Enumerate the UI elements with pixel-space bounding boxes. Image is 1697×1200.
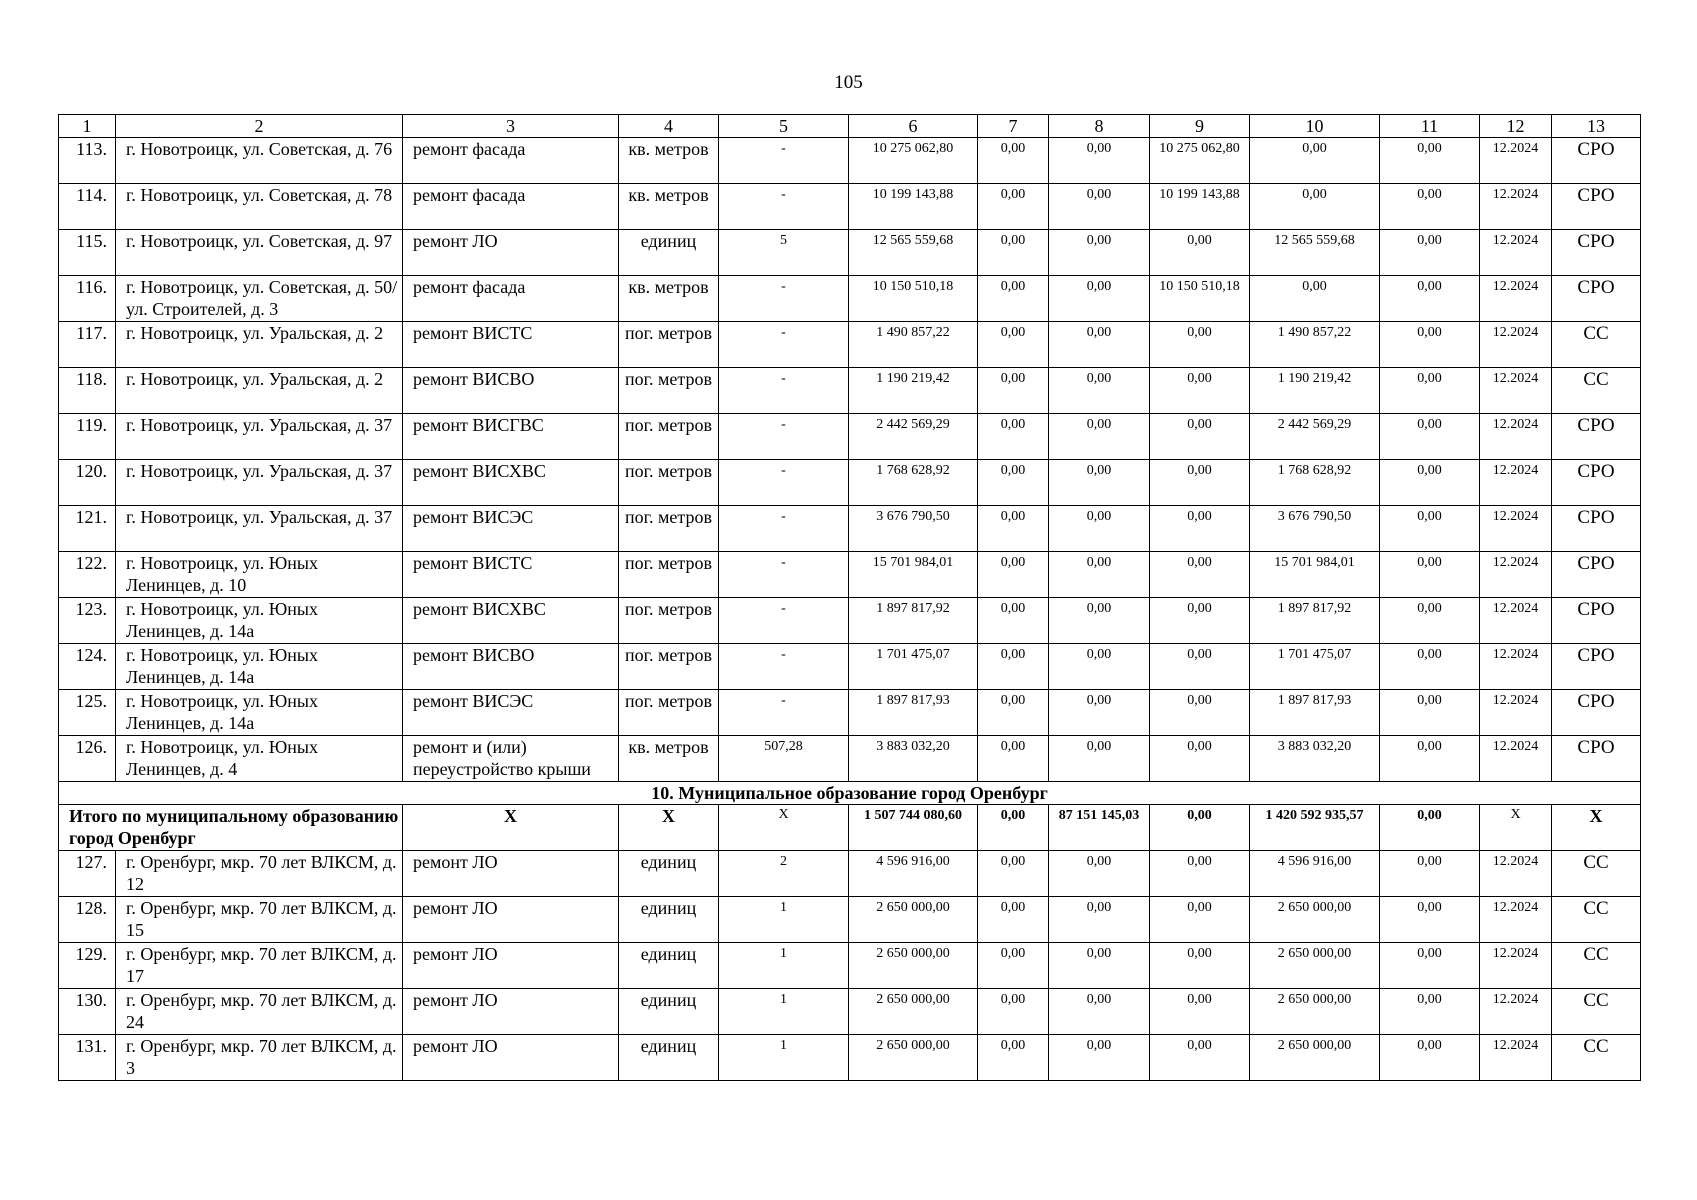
col10-cell: 1 897 817,92 <box>1250 598 1380 644</box>
col9-cell: 10 199 143,88 <box>1150 184 1250 230</box>
col10-cell: 2 650 000,00 <box>1250 989 1380 1035</box>
col10-cell: 0,00 <box>1250 184 1380 230</box>
quantity-cell: - <box>719 460 849 506</box>
col11-cell: 0,00 <box>1380 598 1480 644</box>
deadline-cell: 12.2024 <box>1480 851 1552 897</box>
row-number: 129. <box>59 943 116 989</box>
quantity-cell: 5 <box>719 230 849 276</box>
quantity-cell: - <box>719 598 849 644</box>
deadline-cell: 12.2024 <box>1480 736 1552 782</box>
unit-cell: единиц <box>619 230 719 276</box>
col7-cell: 0,00 <box>978 1035 1049 1081</box>
method-cell: СРО <box>1552 598 1641 644</box>
col8-cell: 0,00 <box>1049 138 1150 184</box>
quantity-cell: - <box>719 552 849 598</box>
col8-cell: 0,00 <box>1049 943 1150 989</box>
method-cell: СРО <box>1552 276 1641 322</box>
work-type-cell: ремонт ВИСХВС <box>403 460 619 506</box>
col11-cell: 0,00 <box>1380 414 1480 460</box>
quantity-cell: - <box>719 414 849 460</box>
deadline-cell: 12.2024 <box>1480 989 1552 1035</box>
address-cell: г. Оренбург, мкр. 70 лет ВЛКСМ, д. 17 <box>116 943 403 989</box>
col7-cell: 0,00 <box>978 276 1049 322</box>
unit-cell: единиц <box>619 943 719 989</box>
quantity-cell: 2 <box>719 851 849 897</box>
register-table <box>58 114 1641 1081</box>
address-cell: г. Оренбург, мкр. 70 лет ВЛКСМ, д. 12 <box>116 851 403 897</box>
col10-cell: 2 650 000,00 <box>1250 1035 1380 1081</box>
row-number: 122. <box>59 552 116 598</box>
work-type-cell: ремонт ВИСВО <box>403 644 619 690</box>
deadline-cell: 12.2024 <box>1480 368 1552 414</box>
total-col7: 0,00 <box>978 805 1049 851</box>
col11-cell: 0,00 <box>1380 322 1480 368</box>
col11-cell: 0,00 <box>1380 736 1480 782</box>
method-cell: СРО <box>1552 230 1641 276</box>
table-row <box>59 414 1641 460</box>
total-cost-cell: 10 150 510,18 <box>849 276 978 322</box>
total-cost-cell: 1 897 817,92 <box>849 598 978 644</box>
total-cost-cell: 1 768 628,92 <box>849 460 978 506</box>
quantity-cell: - <box>719 138 849 184</box>
col7-cell: 0,00 <box>978 230 1049 276</box>
column-number-row <box>59 115 1641 138</box>
col7-cell: 0,00 <box>978 736 1049 782</box>
method-cell: СРО <box>1552 460 1641 506</box>
col11-cell: 0,00 <box>1380 138 1480 184</box>
col8-cell: 0,00 <box>1049 989 1150 1035</box>
method-cell: СРО <box>1552 736 1641 782</box>
col8-cell: 0,00 <box>1049 552 1150 598</box>
total-col13: X <box>1552 805 1641 851</box>
work-type-cell: ремонт ЛО <box>403 851 619 897</box>
method-cell: СС <box>1552 989 1641 1035</box>
address-cell: г. Новотроицк, ул. Советская, д. 78 <box>116 184 403 230</box>
col11-cell: 0,00 <box>1380 552 1480 598</box>
work-type-cell: ремонт ВИСГВС <box>403 414 619 460</box>
row-number: 127. <box>59 851 116 897</box>
total-col12: X <box>1480 805 1552 851</box>
col9-cell: 0,00 <box>1150 897 1250 943</box>
unit-cell: кв. метров <box>619 138 719 184</box>
unit-cell: пог. метров <box>619 322 719 368</box>
table-row <box>59 851 1641 897</box>
method-cell: СС <box>1552 851 1641 897</box>
column-number-5: 5 <box>719 115 849 138</box>
column-number-11: 11 <box>1380 115 1480 138</box>
col8-cell: 0,00 <box>1049 276 1150 322</box>
deadline-cell: 12.2024 <box>1480 460 1552 506</box>
col11-cell: 0,00 <box>1380 230 1480 276</box>
deadline-cell: 12.2024 <box>1480 943 1552 989</box>
total-label: Итого по муниципальному образованию город Оренбург <box>59 805 403 851</box>
col9-cell: 0,00 <box>1150 851 1250 897</box>
method-cell: СС <box>1552 943 1641 989</box>
total-cost-cell: 15 701 984,01 <box>849 552 978 598</box>
method-cell: СРО <box>1552 690 1641 736</box>
total-cost-cell: 2 650 000,00 <box>849 989 978 1035</box>
table-row <box>59 943 1641 989</box>
col11-cell: 0,00 <box>1380 897 1480 943</box>
col7-cell: 0,00 <box>978 414 1049 460</box>
col8-cell: 0,00 <box>1049 644 1150 690</box>
table-row <box>59 460 1641 506</box>
column-number-13: 13 <box>1552 115 1641 138</box>
col11-cell: 0,00 <box>1380 368 1480 414</box>
row-number: 123. <box>59 598 116 644</box>
table-row <box>59 1035 1641 1081</box>
quantity-cell: - <box>719 644 849 690</box>
col7-cell: 0,00 <box>978 506 1049 552</box>
col8-cell: 0,00 <box>1049 322 1150 368</box>
work-type-cell: ремонт ЛО <box>403 943 619 989</box>
deadline-cell: 12.2024 <box>1480 552 1552 598</box>
unit-cell: пог. метров <box>619 552 719 598</box>
total-col3: X <box>403 805 619 851</box>
unit-cell: кв. метров <box>619 184 719 230</box>
deadline-cell: 12.2024 <box>1480 230 1552 276</box>
col11-cell: 0,00 <box>1380 184 1480 230</box>
col9-cell: 0,00 <box>1150 506 1250 552</box>
total-cost-cell: 2 650 000,00 <box>849 943 978 989</box>
deadline-cell: 12.2024 <box>1480 897 1552 943</box>
work-type-cell: ремонт фасада <box>403 184 619 230</box>
col11-cell: 0,00 <box>1380 851 1480 897</box>
col10-cell: 15 701 984,01 <box>1250 552 1380 598</box>
total-col4: X <box>619 805 719 851</box>
col7-cell: 0,00 <box>978 690 1049 736</box>
address-cell: г. Новотроицк, ул. Юных Ленинцев, д. 14а <box>116 644 403 690</box>
deadline-cell: 12.2024 <box>1480 644 1552 690</box>
total-cost-cell: 1 490 857,22 <box>849 322 978 368</box>
method-cell: СРО <box>1552 138 1641 184</box>
unit-cell: пог. метров <box>619 414 719 460</box>
col8-cell: 0,00 <box>1049 184 1150 230</box>
col7-cell: 0,00 <box>978 989 1049 1035</box>
address-cell: г. Новотроицк, ул. Советская, д. 97 <box>116 230 403 276</box>
method-cell: СРО <box>1552 184 1641 230</box>
unit-cell: пог. метров <box>619 690 719 736</box>
col9-cell: 10 275 062,80 <box>1150 138 1250 184</box>
col8-cell: 0,00 <box>1049 230 1150 276</box>
address-cell: г. Новотроицк, ул. Юных Ленинцев, д. 4 <box>116 736 403 782</box>
table-row <box>59 230 1641 276</box>
col9-cell: 0,00 <box>1150 460 1250 506</box>
col7-cell: 0,00 <box>978 897 1049 943</box>
table-row <box>59 552 1641 598</box>
address-cell: г. Новотроицк, ул. Юных Ленинцев, д. 10 <box>116 552 403 598</box>
col9-cell: 0,00 <box>1150 552 1250 598</box>
col7-cell: 0,00 <box>978 460 1049 506</box>
column-number-12: 12 <box>1480 115 1552 138</box>
total-cost-cell: 3 883 032,20 <box>849 736 978 782</box>
col9-cell: 0,00 <box>1150 414 1250 460</box>
quantity-cell: - <box>719 184 849 230</box>
row-number: 131. <box>59 1035 116 1081</box>
address-cell: г. Новотроицк, ул. Уральская, д. 2 <box>116 322 403 368</box>
work-type-cell: ремонт ЛО <box>403 989 619 1035</box>
work-type-cell: ремонт ВИСТС <box>403 322 619 368</box>
col10-cell: 4 596 916,00 <box>1250 851 1380 897</box>
unit-cell: кв. метров <box>619 276 719 322</box>
col7-cell: 0,00 <box>978 851 1049 897</box>
col7-cell: 0,00 <box>978 552 1049 598</box>
row-number: 115. <box>59 230 116 276</box>
col9-cell: 0,00 <box>1150 230 1250 276</box>
total-col11: 0,00 <box>1380 805 1480 851</box>
work-type-cell: ремонт ЛО <box>403 897 619 943</box>
table-row <box>59 989 1641 1035</box>
col10-cell: 1 190 219,42 <box>1250 368 1380 414</box>
row-number: 125. <box>59 690 116 736</box>
work-type-cell: ремонт ВИСВО <box>403 368 619 414</box>
deadline-cell: 12.2024 <box>1480 506 1552 552</box>
col8-cell: 0,00 <box>1049 1035 1150 1081</box>
col9-cell: 0,00 <box>1150 1035 1250 1081</box>
row-number: 118. <box>59 368 116 414</box>
col8-cell: 0,00 <box>1049 690 1150 736</box>
quantity-cell: - <box>719 276 849 322</box>
unit-cell: единиц <box>619 1035 719 1081</box>
col9-cell: 0,00 <box>1150 736 1250 782</box>
table-row <box>59 644 1641 690</box>
total-cost-cell: 1 190 219,42 <box>849 368 978 414</box>
col11-cell: 0,00 <box>1380 690 1480 736</box>
col9-cell: 0,00 <box>1150 368 1250 414</box>
col10-cell: 1 768 628,92 <box>1250 460 1380 506</box>
col11-cell: 0,00 <box>1380 989 1480 1035</box>
total-cost-cell: 10 199 143,88 <box>849 184 978 230</box>
address-cell: г. Новотроицк, ул. Юных Ленинцев, д. 14а <box>116 598 403 644</box>
method-cell: СРО <box>1552 644 1641 690</box>
column-number-1: 1 <box>59 115 116 138</box>
work-type-cell: ремонт ВИСЭС <box>403 506 619 552</box>
col8-cell: 0,00 <box>1049 851 1150 897</box>
work-type-cell: ремонт ВИСХВС <box>403 598 619 644</box>
unit-cell: пог. метров <box>619 506 719 552</box>
address-cell: г. Новотроицк, ул. Юных Ленинцев, д. 14а <box>116 690 403 736</box>
total-cost-cell: 2 650 000,00 <box>849 897 978 943</box>
col10-cell: 1 490 857,22 <box>1250 322 1380 368</box>
section-title: 10. Муниципальное образование город Оренбург <box>59 782 1641 805</box>
total-cost-cell: 12 565 559,68 <box>849 230 978 276</box>
row-number: 126. <box>59 736 116 782</box>
unit-cell: единиц <box>619 989 719 1035</box>
col7-cell: 0,00 <box>978 138 1049 184</box>
method-cell: СРО <box>1552 414 1641 460</box>
col8-cell: 0,00 <box>1049 506 1150 552</box>
deadline-cell: 12.2024 <box>1480 414 1552 460</box>
col7-cell: 0,00 <box>978 943 1049 989</box>
column-number-7: 7 <box>978 115 1049 138</box>
column-number-4: 4 <box>619 115 719 138</box>
total-col6: 1 507 744 080,60 <box>849 805 978 851</box>
table-row <box>59 138 1641 184</box>
col9-cell: 0,00 <box>1150 322 1250 368</box>
page-number: 105 <box>834 72 863 93</box>
col9-cell: 0,00 <box>1150 644 1250 690</box>
deadline-cell: 12.2024 <box>1480 598 1552 644</box>
column-number-6: 6 <box>849 115 978 138</box>
work-type-cell: ремонт ЛО <box>403 1035 619 1081</box>
col9-cell: 0,00 <box>1150 598 1250 644</box>
row-number: 116. <box>59 276 116 322</box>
col10-cell: 0,00 <box>1250 276 1380 322</box>
col8-cell: 0,00 <box>1049 460 1150 506</box>
col10-cell: 2 650 000,00 <box>1250 943 1380 989</box>
quantity-cell: - <box>719 690 849 736</box>
col8-cell: 0,00 <box>1049 368 1150 414</box>
deadline-cell: 12.2024 <box>1480 322 1552 368</box>
unit-cell: единиц <box>619 851 719 897</box>
deadline-cell: 12.2024 <box>1480 138 1552 184</box>
table-row <box>59 897 1641 943</box>
work-type-cell: ремонт и (или) переустройство крыши <box>403 736 619 782</box>
column-number-9: 9 <box>1150 115 1250 138</box>
col7-cell: 0,00 <box>978 184 1049 230</box>
unit-cell: пог. метров <box>619 460 719 506</box>
unit-cell: единиц <box>619 897 719 943</box>
total-row <box>59 805 1641 851</box>
col11-cell: 0,00 <box>1380 276 1480 322</box>
col10-cell: 0,00 <box>1250 138 1380 184</box>
unit-cell: кв. метров <box>619 736 719 782</box>
col11-cell: 0,00 <box>1380 460 1480 506</box>
col8-cell: 0,00 <box>1049 736 1150 782</box>
col9-cell: 0,00 <box>1150 943 1250 989</box>
quantity-cell: 1 <box>719 943 849 989</box>
work-type-cell: ремонт ЛО <box>403 230 619 276</box>
work-type-cell: ремонт ВИСЭС <box>403 690 619 736</box>
method-cell: СС <box>1552 1035 1641 1081</box>
method-cell: СС <box>1552 322 1641 368</box>
address-cell: г. Оренбург, мкр. 70 лет ВЛКСМ, д. 3 <box>116 1035 403 1081</box>
row-number: 128. <box>59 897 116 943</box>
total-cost-cell: 1 701 475,07 <box>849 644 978 690</box>
row-number: 113. <box>59 138 116 184</box>
table-row <box>59 322 1641 368</box>
table-row <box>59 184 1641 230</box>
col10-cell: 1 897 817,93 <box>1250 690 1380 736</box>
address-cell: г. Новотроицк, ул. Уральская, д. 37 <box>116 414 403 460</box>
col11-cell: 0,00 <box>1380 1035 1480 1081</box>
deadline-cell: 12.2024 <box>1480 276 1552 322</box>
quantity-cell: 1 <box>719 897 849 943</box>
address-cell: г. Оренбург, мкр. 70 лет ВЛКСМ, д. 15 <box>116 897 403 943</box>
total-cost-cell: 2 442 569,29 <box>849 414 978 460</box>
table-row <box>59 276 1641 322</box>
col11-cell: 0,00 <box>1380 943 1480 989</box>
unit-cell: пог. метров <box>619 368 719 414</box>
quantity-cell: 1 <box>719 989 849 1035</box>
method-cell: СРО <box>1552 552 1641 598</box>
address-cell: г. Новотроицк, ул. Уральская, д. 2 <box>116 368 403 414</box>
work-type-cell: ремонт ВИСТС <box>403 552 619 598</box>
col10-cell: 12 565 559,68 <box>1250 230 1380 276</box>
total-col10: 1 420 592 935,57 <box>1250 805 1380 851</box>
total-cost-cell: 4 596 916,00 <box>849 851 978 897</box>
col7-cell: 0,00 <box>978 644 1049 690</box>
address-cell: г. Оренбург, мкр. 70 лет ВЛКСМ, д. 24 <box>116 989 403 1035</box>
col9-cell: 0,00 <box>1150 989 1250 1035</box>
row-number: 121. <box>59 506 116 552</box>
address-cell: г. Новотроицк, ул. Советская, д. 76 <box>116 138 403 184</box>
unit-cell: пог. метров <box>619 644 719 690</box>
section-row <box>59 782 1641 805</box>
col10-cell: 2 442 569,29 <box>1250 414 1380 460</box>
address-cell: г. Новотроицк, ул. Советская, д. 50/ул. Строителей, д. 3 <box>116 276 403 322</box>
row-number: 119. <box>59 414 116 460</box>
deadline-cell: 12.2024 <box>1480 184 1552 230</box>
row-number: 117. <box>59 322 116 368</box>
table-row <box>59 598 1641 644</box>
method-cell: СРО <box>1552 506 1641 552</box>
work-type-cell: ремонт фасада <box>403 276 619 322</box>
table-row <box>59 736 1641 782</box>
total-col9: 0,00 <box>1150 805 1250 851</box>
col11-cell: 0,00 <box>1380 506 1480 552</box>
col9-cell: 0,00 <box>1150 690 1250 736</box>
column-number-3: 3 <box>403 115 619 138</box>
total-cost-cell: 2 650 000,00 <box>849 1035 978 1081</box>
deadline-cell: 12.2024 <box>1480 690 1552 736</box>
col8-cell: 0,00 <box>1049 897 1150 943</box>
col8-cell: 0,00 <box>1049 598 1150 644</box>
row-number: 130. <box>59 989 116 1035</box>
quantity-cell: - <box>719 322 849 368</box>
col11-cell: 0,00 <box>1380 644 1480 690</box>
method-cell: СС <box>1552 368 1641 414</box>
col7-cell: 0,00 <box>978 368 1049 414</box>
col10-cell: 3 676 790,50 <box>1250 506 1380 552</box>
row-number: 120. <box>59 460 116 506</box>
total-col8: 87 151 145,03 <box>1049 805 1150 851</box>
col10-cell: 3 883 032,20 <box>1250 736 1380 782</box>
total-cost-cell: 1 897 817,93 <box>849 690 978 736</box>
address-cell: г. Новотроицк, ул. Уральская, д. 37 <box>116 506 403 552</box>
col10-cell: 2 650 000,00 <box>1250 897 1380 943</box>
deadline-cell: 12.2024 <box>1480 1035 1552 1081</box>
column-number-8: 8 <box>1049 115 1150 138</box>
table-row <box>59 506 1641 552</box>
column-number-2: 2 <box>116 115 403 138</box>
quantity-cell: 1 <box>719 1035 849 1081</box>
row-number: 114. <box>59 184 116 230</box>
row-number: 124. <box>59 644 116 690</box>
col7-cell: 0,00 <box>978 322 1049 368</box>
table-row <box>59 368 1641 414</box>
total-cost-cell: 3 676 790,50 <box>849 506 978 552</box>
quantity-cell: 507,28 <box>719 736 849 782</box>
unit-cell: пог. метров <box>619 598 719 644</box>
col7-cell: 0,00 <box>978 598 1049 644</box>
col9-cell: 10 150 510,18 <box>1150 276 1250 322</box>
col8-cell: 0,00 <box>1049 414 1150 460</box>
quantity-cell: - <box>719 506 849 552</box>
total-cost-cell: 10 275 062,80 <box>849 138 978 184</box>
table-row <box>59 690 1641 736</box>
quantity-cell: - <box>719 368 849 414</box>
column-number-10: 10 <box>1250 115 1380 138</box>
total-col5: X <box>719 805 849 851</box>
address-cell: г. Новотроицк, ул. Уральская, д. 37 <box>116 460 403 506</box>
work-type-cell: ремонт фасада <box>403 138 619 184</box>
col10-cell: 1 701 475,07 <box>1250 644 1380 690</box>
method-cell: СС <box>1552 897 1641 943</box>
